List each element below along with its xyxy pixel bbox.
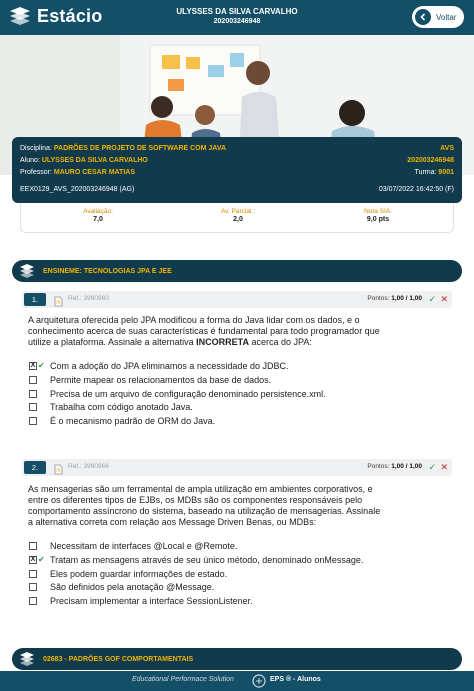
points-label: Pontos: (367, 295, 390, 302)
option-text: É o mecanismo padrão de ORM do Java. (50, 416, 216, 427)
correct-check-icon: ✔ (38, 554, 45, 564)
option-text: Necessitam de interfaces @Local e @Remote. (50, 541, 238, 551)
option-checkbox[interactable] (29, 542, 37, 550)
class-value: 9001 (438, 169, 454, 176)
option-item[interactable] (28, 388, 448, 402)
eps-logo-icon (252, 674, 266, 688)
footer-brand: EPS ® - Alunos (270, 676, 321, 683)
option-text: Com a adoção do JPA eliminamos a necessidade do JDBC. (50, 361, 289, 371)
top-bar (0, 0, 474, 35)
back-button[interactable] (412, 6, 464, 28)
option-checkbox[interactable] (29, 570, 37, 578)
question-text-line: a alternativa correta com relação aos Message Driven Benas, ou MDBs: (28, 517, 317, 527)
question-text-line: utilize a plataforma. Assinale a alternativa INCORRETA acerca do JPA: (28, 337, 312, 347)
option-text: Tratam as mensagens através de seu único método, denominado onMessage. (50, 554, 364, 565)
brand-name: Estácio (37, 5, 103, 26)
registration-number: 202003246948 (407, 157, 454, 164)
option-item[interactable] (28, 581, 448, 595)
student-value: ULYSSES DA SILVA CARVALHO (41, 157, 148, 164)
question-number: 2. (24, 461, 46, 474)
points-label: Pontos: (367, 463, 390, 470)
question-ref: Ref.: 3990960 (68, 295, 109, 302)
class-label: Turma: (414, 169, 437, 176)
section-title: 02683 - PADRÕES GOF COMPORTAMENTAIS (43, 655, 194, 663)
option-checkbox[interactable] (29, 403, 37, 411)
emphasis-text: INCORRETA (196, 337, 249, 347)
option-text: São definidos pela anotação @Message. (50, 582, 215, 593)
question-points (367, 295, 422, 302)
option-checkbox[interactable] (29, 417, 37, 425)
student-name: ULYSSES DA SILVA CARVALHO (176, 7, 298, 16)
exam-datetime: 03/07/2022 16:42:50 (F) (378, 186, 454, 193)
grade-parcial (193, 208, 283, 223)
option-text: Eles podem guardar informações de estado. (50, 568, 228, 579)
option-item[interactable] (28, 554, 448, 568)
option-item[interactable] (28, 401, 448, 415)
close-icon: ✕ (440, 462, 448, 472)
option-item[interactable] (28, 540, 448, 554)
student-id: 202003246948 (213, 18, 261, 25)
section-header (12, 260, 462, 282)
exam-type: AVS (440, 145, 454, 152)
option-checkbox[interactable]: X (30, 555, 36, 563)
books-icon (18, 263, 36, 279)
question-ref: Ref.: 3990966 (68, 463, 109, 470)
grade-avaliacao (53, 208, 143, 223)
option-text: Permite mapear os relacionamentos da base de dados. (50, 374, 272, 385)
question-text-line: conhecimento acerca de suas características é fundamental para todo programador que (28, 326, 380, 336)
option-checkbox[interactable]: X (30, 362, 36, 369)
grade-value: 7,0 (93, 216, 103, 223)
option-text: Trabalha com código anotado Java. (50, 402, 193, 413)
section-header (12, 648, 462, 670)
option-checkbox[interactable] (29, 597, 37, 605)
student-row (20, 155, 454, 167)
points-value: 1,00 / 1,00 (391, 463, 422, 470)
option-checkbox[interactable] (29, 390, 37, 398)
student-header (0, 7, 474, 25)
option-item[interactable] (28, 595, 448, 609)
option-text: Precisam implementar a interface SessionListener. (50, 596, 253, 607)
question-points (367, 463, 422, 470)
question-header (22, 459, 452, 476)
exam-info-card (12, 137, 462, 203)
footer (0, 671, 474, 691)
professor-value: MAURO CESAR MATIAS (53, 169, 136, 176)
document-icon (54, 462, 63, 473)
question-text (28, 484, 446, 528)
option-item[interactable] (28, 374, 448, 388)
student-label: Aluno: (20, 157, 40, 164)
section-title: ENSINEME: TECNOLOGIAS JPA E JEE (43, 267, 172, 275)
check-icon: ✓ (428, 462, 436, 472)
question-header (22, 291, 452, 308)
class-info (415, 167, 454, 179)
professor-row (20, 167, 454, 179)
close-icon: ✕ (440, 294, 448, 304)
question-text (28, 315, 446, 348)
check-icon: ✓ (428, 294, 436, 304)
chevron-left-icon (415, 9, 431, 25)
grade-nota-sia (333, 208, 423, 223)
option-checkbox[interactable] (29, 376, 37, 384)
points-value: 1,00 / 1,00 (391, 295, 422, 302)
question-text-line: comportamento assíncrono do sistema, baseado na utilização de mensagerias. Assinale (28, 506, 381, 516)
footer-tagline: Educational Performace Solution (132, 676, 234, 683)
grade-label: Avaliação: (83, 208, 113, 215)
discipline-value: PADRÕES DE PROJETO DE SOFTWARE COM JAVA (53, 145, 227, 152)
grades-panel (20, 203, 454, 233)
answer-options (28, 360, 448, 429)
back-button-label: Voltar (436, 12, 457, 22)
option-item[interactable] (28, 415, 448, 429)
grade-value: 2,0 (233, 216, 243, 223)
grade-label: Av. Parcial.: (220, 208, 256, 215)
grade-value: 9,0 pts (366, 216, 390, 223)
books-icon (18, 651, 36, 667)
answer-options (28, 540, 448, 609)
exam-code: EEX0129_AVS_202003246948 (AG) (20, 186, 135, 193)
professor-label: Professor: (20, 169, 52, 176)
correct-check-icon: ✔ (38, 361, 45, 370)
option-checkbox[interactable] (29, 583, 37, 591)
question-number: 1. (24, 293, 46, 306)
discipline-label: Disciplina: (20, 145, 52, 152)
discipline-row (20, 143, 454, 155)
question-text-line: entre os diferentes tipos de EJBs, os MDBs são os componentes responsáveis pelo (28, 495, 363, 505)
option-item[interactable] (28, 568, 448, 582)
document-icon (54, 294, 63, 305)
grade-label: Nota SIA: (364, 208, 392, 215)
question-text-line: A arquitetura oferecida pelo JPA modificou a forma do Java lidar com os dados, e o (28, 315, 360, 325)
exam-code-row (20, 184, 454, 196)
option-text: Precisa de um arquivo de configuração denominado persistence.xml. (50, 388, 326, 399)
question-text-line: As mensagerias são um ferramental de ampla utilização em ambientes corporativos, e (28, 484, 373, 494)
option-item[interactable] (28, 360, 448, 374)
